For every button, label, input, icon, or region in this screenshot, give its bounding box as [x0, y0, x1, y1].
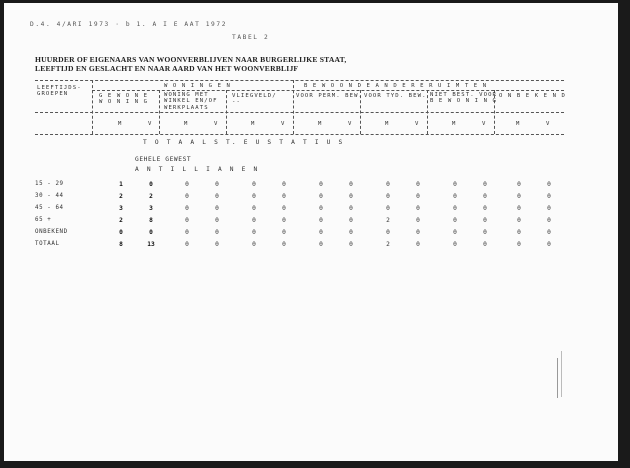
table-cell: 0: [547, 205, 551, 212]
table-cell: 0: [319, 181, 323, 188]
column-header: VOOR TYD. BEW.: [364, 93, 427, 99]
sex-label: M: [251, 121, 255, 127]
table-cell: 2: [119, 193, 123, 200]
table-cell: 0: [547, 229, 551, 236]
table-cell: 8: [119, 241, 123, 248]
table-cell: 0: [282, 193, 286, 200]
table-cell: 0: [416, 229, 420, 236]
table-cell: 0: [483, 205, 487, 212]
sex-label: V: [348, 121, 352, 127]
section-subtitle-region: GEHELE GEWEST: [135, 156, 192, 163]
sex-label: V: [214, 121, 218, 127]
table-cell: 0: [517, 181, 521, 188]
table-cell: 0: [349, 241, 353, 248]
table-cell: 0: [215, 241, 219, 248]
row-label: 30 - 44: [35, 193, 64, 199]
table-cell: 0: [483, 229, 487, 236]
title-line-2: LEEFTIJD EN GESLACHT EN NAAR AARD VAN HET WOONVERBLIJF: [35, 64, 299, 73]
scan-mark: [557, 358, 558, 398]
column-header: VOOR PERM. BEW.: [296, 93, 364, 99]
table-cell: 0: [349, 217, 353, 224]
row-label: 45 - 64: [35, 205, 64, 211]
sex-label: M: [385, 121, 389, 127]
table-cell: 0: [386, 181, 390, 188]
table-cell: 0: [547, 217, 551, 224]
header-rule-bottom: [35, 134, 564, 135]
table-cell: 0: [416, 205, 420, 212]
table-cell: 0: [453, 229, 457, 236]
table-cell: 0: [252, 229, 256, 236]
table-cell: 0: [185, 217, 189, 224]
table-cell: 0: [517, 205, 521, 212]
table-cell: 0: [319, 217, 323, 224]
table-cell: 0: [416, 181, 420, 188]
table-cell: 0: [185, 229, 189, 236]
table-cell: 0: [215, 217, 219, 224]
table-cell: 2: [149, 193, 153, 200]
sex-label: V: [281, 121, 285, 127]
sex-label: V: [148, 121, 152, 127]
table-cell: 0: [185, 181, 189, 188]
table-cell: 0: [349, 193, 353, 200]
row-header-leeftijdsgroepen: LEEFTIJDS- GROEPEN: [37, 85, 82, 98]
sex-label: V: [482, 121, 486, 127]
sex-label: V: [546, 121, 550, 127]
table-cell: 0: [453, 205, 457, 212]
section-title: T O T A A L S T. E U S T A T I U S: [143, 139, 345, 146]
table-cell: 0: [517, 229, 521, 236]
table-cell: 0: [349, 205, 353, 212]
table-cell: 0: [453, 181, 457, 188]
table-cell: 0: [185, 241, 189, 248]
document-page: [4, 3, 618, 461]
section-subtitle-group: A N T I L L I A N E N: [135, 166, 260, 173]
group-header-bewoonde-andere-ruimten: B E W O O N D E A N D E R E R U I M T E N: [304, 83, 488, 89]
col-divider: [159, 90, 160, 134]
table-cell: 0: [349, 181, 353, 188]
table-cell: 13: [147, 241, 155, 248]
sex-label: M: [452, 121, 456, 127]
table-cell: 0: [282, 229, 286, 236]
col-divider: [293, 80, 294, 134]
table-cell: 2: [119, 217, 123, 224]
scan-mark: [561, 351, 562, 397]
table-cell: 0: [185, 193, 189, 200]
table-cell: 0: [282, 205, 286, 212]
table-cell: 0: [349, 229, 353, 236]
table-cell: 0: [215, 205, 219, 212]
table-cell: 2: [386, 241, 390, 248]
column-header: NIET BEST. VOOR B E W O N I N G: [430, 92, 498, 105]
title-line-1: HUURDER OF EIGENAARS VAN WOONVERBLIJVEN NAAR BURGERLIJKE STAAT,: [35, 55, 347, 64]
header-rule-top: [35, 80, 564, 81]
column-header: WONING MET WINKEL EN/OF WERKPLAATS: [164, 92, 218, 111]
table-cell: 0: [386, 205, 390, 212]
table-cell: 0: [185, 205, 189, 212]
table-cell: 0: [252, 193, 256, 200]
table-cell: 2: [386, 217, 390, 224]
table-reference: TABEL 2: [232, 34, 270, 41]
table-cell: 0: [386, 193, 390, 200]
table-cell: 3: [119, 205, 123, 212]
group-header-woningen: W O N I N G E N: [164, 83, 232, 89]
table-cell: 3: [149, 205, 153, 212]
table-cell: 0: [319, 205, 323, 212]
header-top-line: D.4. 4/ARI 1973 · b 1. A I E AAT 1972: [30, 21, 228, 28]
table-cell: 8: [149, 217, 153, 224]
table-cell: 0: [215, 229, 219, 236]
table-cell: 0: [517, 217, 521, 224]
table-cell: 0: [453, 241, 457, 248]
table-cell: 0: [416, 217, 420, 224]
table-cell: 0: [252, 205, 256, 212]
row-label: TOTAAL: [35, 241, 60, 247]
table-cell: 0: [453, 217, 457, 224]
table-cell: 0: [319, 229, 323, 236]
table-cell: 0: [547, 181, 551, 188]
table-cell: 0: [483, 217, 487, 224]
table-cell: 0: [547, 193, 551, 200]
table-cell: 0: [386, 229, 390, 236]
table-cell: 0: [517, 241, 521, 248]
table-cell: 0: [547, 241, 551, 248]
sex-label: M: [118, 121, 122, 127]
table-cell: 0: [252, 241, 256, 248]
table-cell: 0: [252, 217, 256, 224]
header-rule-columns: [35, 112, 564, 113]
table-cell: 1: [119, 181, 123, 188]
sex-label: M: [318, 121, 322, 127]
col-divider: [427, 90, 428, 134]
column-header: O N B E K E N D: [499, 93, 567, 99]
table-cell: 0: [282, 181, 286, 188]
row-label: 15 - 29: [35, 181, 64, 187]
table-cell: 0: [252, 181, 256, 188]
table-cell: 0: [215, 181, 219, 188]
table-cell: 0: [483, 193, 487, 200]
table-cell: 0: [416, 193, 420, 200]
table-cell: 0: [319, 241, 323, 248]
table-cell: 0: [453, 193, 457, 200]
col-divider: [226, 90, 227, 134]
col-divider: [92, 80, 93, 134]
table-cell: 0: [215, 193, 219, 200]
table-cell: 0: [282, 241, 286, 248]
sex-label: M: [516, 121, 520, 127]
table-cell: 0: [483, 181, 487, 188]
table-cell: 0: [416, 241, 420, 248]
table-cell: 0: [149, 181, 153, 188]
table-cell: 0: [282, 217, 286, 224]
table-cell: 0: [149, 229, 153, 236]
row-label: 65 +: [35, 217, 52, 223]
column-header: VLIEGVELD/ --: [232, 93, 277, 106]
table-cell: 0: [517, 193, 521, 200]
sex-label: M: [184, 121, 188, 127]
table-cell: 0: [483, 241, 487, 248]
sex-label: V: [415, 121, 419, 127]
table-cell: 0: [319, 193, 323, 200]
column-header: G E W O N E W O N I N G: [99, 93, 149, 106]
table-cell: 0: [119, 229, 123, 236]
row-label: ONBEKEND: [35, 229, 68, 235]
